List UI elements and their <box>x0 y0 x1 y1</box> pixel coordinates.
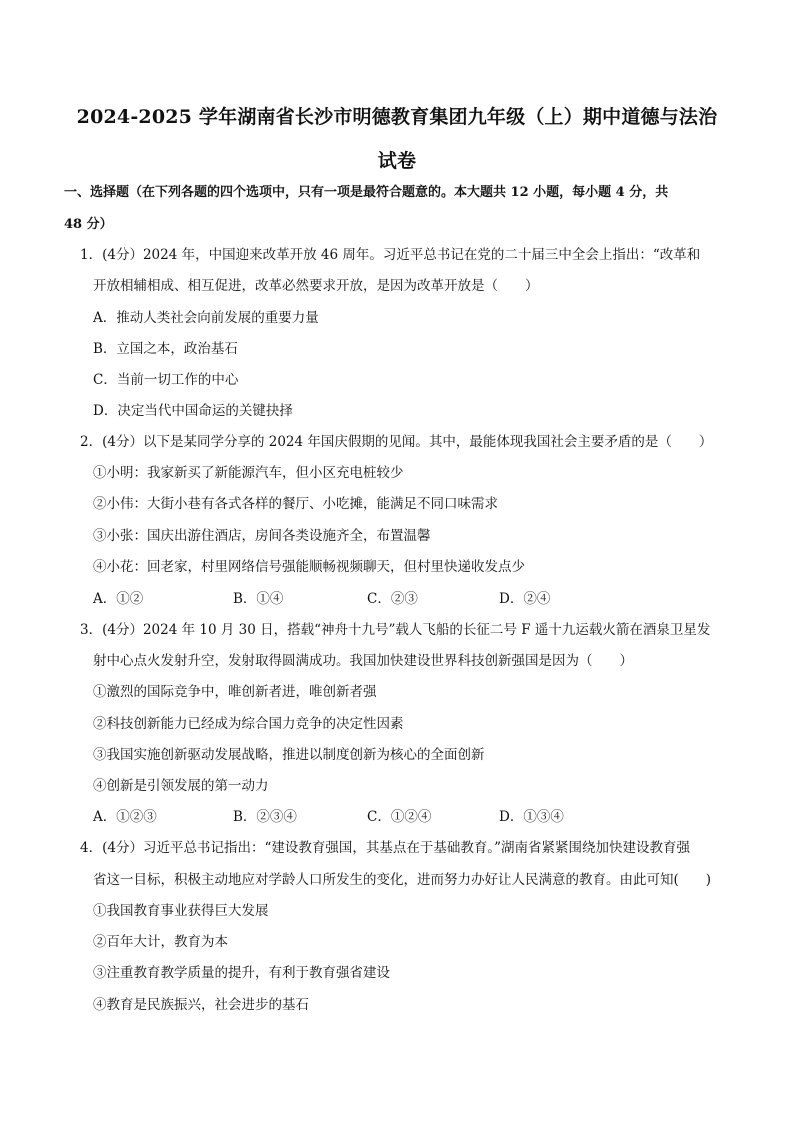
q3-item-4: ④创新是引领发展的第一动力 <box>93 778 269 794</box>
q3-item-3: ③我国实施创新驱动发展战略，推进以制度创新为核心的全面创新 <box>93 747 485 763</box>
q2-item-1: ①小明：我家新买了新能源汽车，但小区充电桩较少 <box>93 465 404 481</box>
q3-stem-line2: 射中心点火发射升空，发射取得圆满成功。我国加快建设世界科技创新强国是因为（ ） <box>93 653 633 669</box>
exam-title-line1: 2024-2025 学年湖南省长沙市明德教育集团九年级（上）期中道德与法治 <box>76 106 718 128</box>
q3-option-d: D．①③④ <box>499 809 564 825</box>
q1-stem-line2: 开放相辅相成、相互促进，改革必然要求开放，是因为改革开放是（ ） <box>93 278 539 294</box>
q2-option-b: B．①④ <box>233 591 284 607</box>
section-heading-line2: 48 分） <box>64 217 113 232</box>
q4-stem-line2: 省这一目标，积极主动地应对学龄人口所发生的变化，进而努力办好让人民满意的教育。由此可知( ) <box>93 872 712 888</box>
q2-item-4: ④小花：回老家，村里网络信号强能顺畅视频聊天，但村里快递收发点少 <box>93 559 525 575</box>
q4-item-1: ①我国教育事业获得巨大发展 <box>93 903 269 919</box>
q1-option-a: A．推动人类社会向前发展的重要力量 <box>93 310 319 326</box>
q3-item-1: ①激烈的国际竞争中，唯创新者进，唯创新者强 <box>93 684 377 700</box>
q4-stem-line1: 4．(4分）习近平总书记指出：“建设教育强国，其基点在于基础教育。”湖南省紧紧围绕加快建设教育强 <box>80 840 690 856</box>
q4-item-4: ④教育是民族振兴，社会进步的基石 <box>93 997 309 1013</box>
q2-item-3: ③小张：国庆出游住酒店，房间各类设施齐全，布置温馨 <box>93 528 431 544</box>
q2-option-c: C．②③ <box>367 591 418 607</box>
q3-option-b: B．②③④ <box>233 809 297 825</box>
q4-item-3: ③注重教育教学质量的提升，有利于教育强省建设 <box>93 965 390 981</box>
q4-item-2: ②百年大计，教育为本 <box>93 934 228 950</box>
q1-option-b: B．立国之本，政治基石 <box>93 341 238 357</box>
q2-stem-line1: 2．(4分）以下是某同学分享的 2024 年国庆假期的见闻。其中，最能体现我国社会主要矛盾的是（ ） <box>80 434 713 450</box>
q2-options-row <box>93 589 713 609</box>
q1-option-d: D．决定当代中国命运的关键抉择 <box>93 403 293 419</box>
q1-stem-line1: 1．(4分）2024 年，中国迎来改革开放 46 周年。习近平总书记在党的二十届三中全会上指出：“改革和 <box>80 247 701 263</box>
q2-option-d: D．②④ <box>499 591 551 607</box>
exam-title-line2: 试卷 <box>377 150 417 172</box>
section-heading-line1: 一、选择题（在下列各题的四个选项中，只有一项是最符合题意的。本大题共 12 小题，每小题 4 分，共 <box>64 185 669 200</box>
q2-item-2: ②小伟：大街小巷有各式各样的餐厅、小吃摊，能满足不同口味需求 <box>93 496 498 512</box>
q3-option-a: A．①②③ <box>93 809 157 825</box>
q1-option-c: C．当前一切工作的中心 <box>93 372 239 388</box>
q3-item-2: ②科技创新能力已经成为综合国力竞争的决定性因素 <box>93 716 404 732</box>
q2-option-a: A．①② <box>93 591 144 607</box>
q3-option-c: C．①②④ <box>367 809 432 825</box>
q3-stem-line1: 3．(4分）2024 年 10 月 30 日，搭载“神舟十九号”载人飞船的长征二号 F 遥十九运载火箭在酒泉卫星发 <box>80 622 711 638</box>
q3-options-row <box>93 807 713 827</box>
